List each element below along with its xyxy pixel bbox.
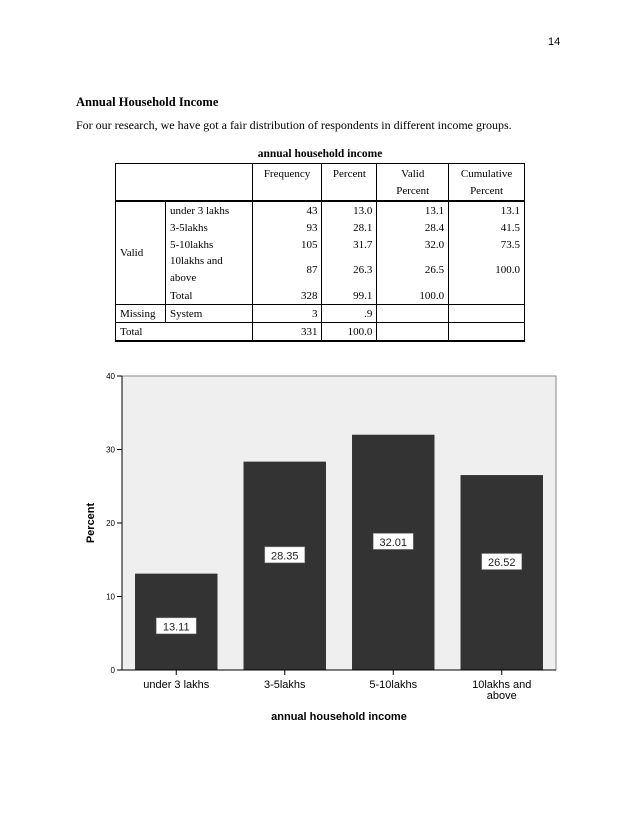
- cell-valid-percent: 13.1: [377, 201, 449, 219]
- frequency-table: [115, 163, 525, 342]
- cell-frequency: 105: [252, 236, 322, 253]
- cell-frequency: 87: [252, 253, 322, 287]
- cell-valid-percent: [377, 305, 449, 323]
- data-label: 26.52: [487, 557, 516, 570]
- table-row: [116, 236, 525, 253]
- table-row: [116, 219, 525, 236]
- page-number: 14: [548, 36, 561, 48]
- cell-valid-percent: [377, 323, 449, 342]
- cell-frequency: 3: [252, 305, 322, 323]
- y-tick-label: 40: [106, 372, 115, 381]
- table-title: annual household income: [257, 148, 383, 160]
- cell-cumulative: 73.5: [449, 236, 525, 253]
- y-tick-label: 10: [106, 592, 115, 602]
- table-corner-cell: [116, 164, 253, 202]
- bar-chart-svg: [78, 372, 568, 732]
- bar: [461, 475, 543, 670]
- cell-percent: 31.7: [322, 236, 377, 253]
- data-label: 32.01: [379, 536, 408, 549]
- cell-percent: 26.3: [322, 253, 377, 287]
- table-row: [116, 323, 525, 342]
- bar-chart: [78, 372, 568, 732]
- cell-valid-percent: 28.4: [377, 219, 449, 236]
- table-row: [116, 201, 525, 219]
- cell-frequency: 93: [252, 219, 322, 236]
- x-axis-label: annual household income: [271, 711, 407, 723]
- x-tick-label: above: [486, 690, 517, 702]
- cell-valid-percent: 32.0: [377, 236, 449, 253]
- cell-frequency: 331: [252, 323, 322, 342]
- row-label: 5-10lakhs: [165, 236, 252, 253]
- bar: [352, 435, 434, 670]
- bar: [244, 462, 326, 670]
- row-label: 10lakhs and above: [165, 253, 252, 287]
- section-heading: Annual Household Income: [76, 95, 219, 109]
- table-row: [116, 305, 525, 323]
- x-tick-label: 3-5lakhs: [263, 679, 306, 691]
- header-valid-percent: Valid Percent: [377, 164, 449, 202]
- cell-valid-percent: 26.5: [377, 253, 449, 287]
- y-axis-label: Percent: [85, 502, 97, 544]
- cell-cumulative: [449, 305, 525, 323]
- row-label: System: [165, 305, 252, 323]
- table-row: [116, 253, 525, 287]
- data-label: 28.35: [270, 550, 299, 563]
- row-label: under 3 lakhs: [165, 201, 252, 219]
- cell-frequency: 43: [252, 201, 322, 219]
- header-cumulative-percent: Cumulative Percent: [449, 164, 525, 202]
- group-label-total: Total: [116, 323, 253, 342]
- y-tick-label: 20: [106, 519, 115, 528]
- group-label-valid: Valid: [116, 201, 166, 305]
- cell-cumulative: 100.0: [449, 253, 525, 287]
- row-label: Total: [165, 287, 252, 305]
- y-tick-label: 30: [106, 445, 115, 455]
- table-row: [116, 287, 525, 305]
- cell-percent: 100.0: [322, 323, 377, 342]
- x-tick-label: under 3 lakhs: [143, 679, 210, 691]
- cell-percent: 13.0: [322, 201, 377, 219]
- x-tick-label: 10lakhs and: [472, 679, 532, 691]
- header-frequency: Frequency: [252, 164, 322, 202]
- cell-frequency: 328: [252, 287, 322, 305]
- cell-percent: .9: [322, 305, 377, 323]
- header-percent: Percent: [322, 164, 377, 202]
- cell-cumulative: [449, 323, 525, 342]
- y-tick-label: 0: [110, 666, 115, 675]
- x-tick-label: 5-10lakhs: [369, 679, 418, 691]
- data-label: 13.11: [162, 621, 190, 634]
- cell-percent: 28.1: [322, 219, 377, 236]
- intro-paragraph: For our research, we have got a fair distribution of respondents in different income groups.: [76, 118, 512, 132]
- cell-valid-percent: 100.0: [377, 287, 449, 305]
- cell-cumulative: 41.5: [449, 219, 525, 236]
- group-label-missing: Missing: [116, 305, 166, 323]
- cell-cumulative: 13.1: [449, 201, 525, 219]
- cell-percent: 99.1: [322, 287, 377, 305]
- cell-cumulative: [449, 287, 525, 305]
- row-label: 3-5lakhs: [165, 219, 252, 236]
